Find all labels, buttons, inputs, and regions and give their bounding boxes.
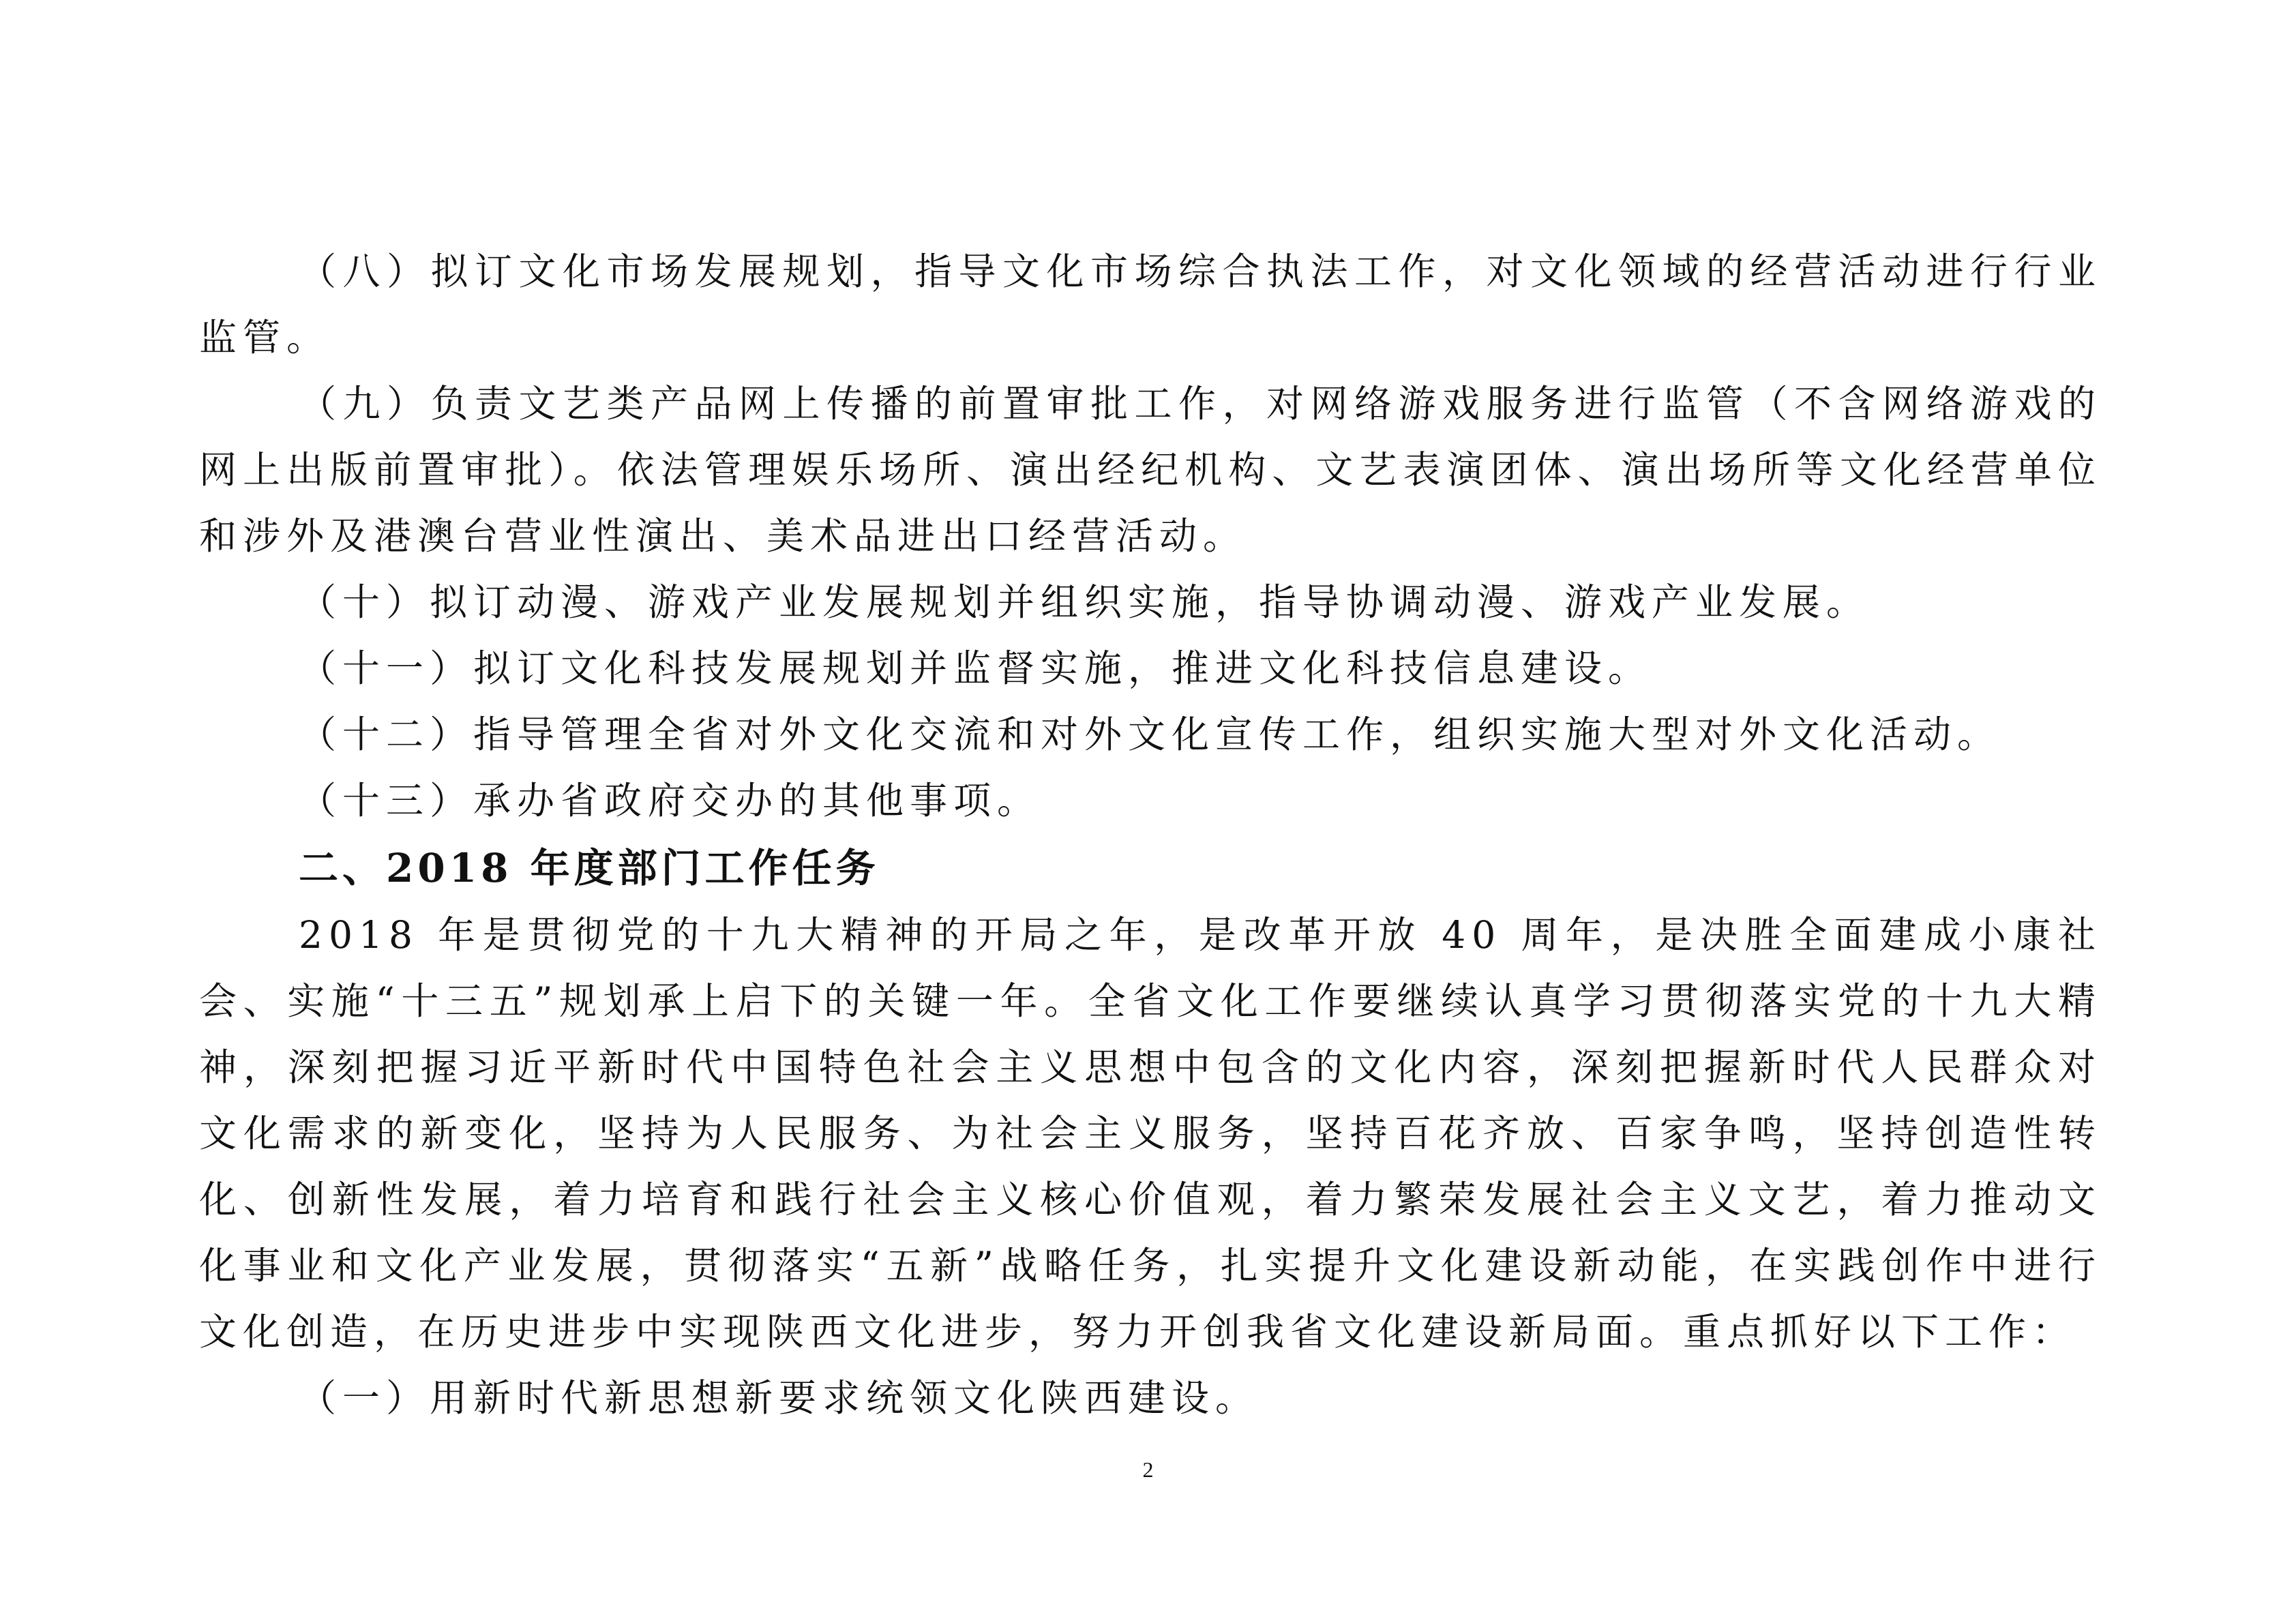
task-item-1: （一）用新时代新思想新要求统领文化陕西建设。 bbox=[299, 1376, 1259, 1420]
document-body bbox=[199, 239, 2102, 1431]
duty-item-13: （十三）承办省政府交办的其他事项。 bbox=[299, 779, 1041, 822]
duty-item-12: （十二）指导管理全省对外文化交流和对外文化宣传工作，组织实施大型对外文化活动。 bbox=[299, 713, 2001, 756]
duty-item-9: （九）负责文艺类产品网上传播的前置审批工作，对网络游戏服务进行监管（不含网络游戏的网上出版前置审批）。依法管理娱乐场所、演出经纪机构、文艺表演团体、演出场所等文化经营单位和涉外及港澳台营业性演出、美术品进出口经营活动。 bbox=[199, 382, 2102, 558]
section-paragraph: 2018 年是贯彻党的十九大精神的开局之年，是改革开放 40 周年，是决胜全面建成小康社会、实施“十三五”规划承上启下的关键一年。全省文化工作要继续认真学习贯彻落实党的十九大精神，深刻把握习近平新时代中国特色社会主义思想中包含的文化内容，深刻把握新时代人民群众对文化需求的新变化，坚持为人民服务、为社会主义服务，坚持百花齐放、百家争鸣，坚持创造性转化、创新性发展，着力培育和践行社会主义核心价值观，着力繁荣发展社会主义文艺，着力推动文化事业和文化产业发展，贯彻落实“五新”战略任务，扎实提升文化建设新动能，在实践创作中进行文化创造，在历史进步中实现陕西文化进步，努力开创我省文化建设新局面。重点抓好以下工作： bbox=[199, 913, 2102, 1354]
duty-item-11: （十一）拟订文化科技发展规划并监督实施，推进文化科技信息建设。 bbox=[299, 646, 1652, 690]
duty-item-10: （十）拟订动漫、游戏产业发展规划并组织实施，指导协调动漫、游戏产业发展。 bbox=[299, 580, 1870, 624]
section-heading: 二、2018 年度部门工作任务 bbox=[299, 845, 880, 891]
duty-item-8: （八）拟订文化市场发展规划，指导文化市场综合执法工作，对文化领域的经营活动进行行业监管。 bbox=[199, 250, 2102, 359]
page-number: 2 bbox=[1142, 1457, 1154, 1482]
